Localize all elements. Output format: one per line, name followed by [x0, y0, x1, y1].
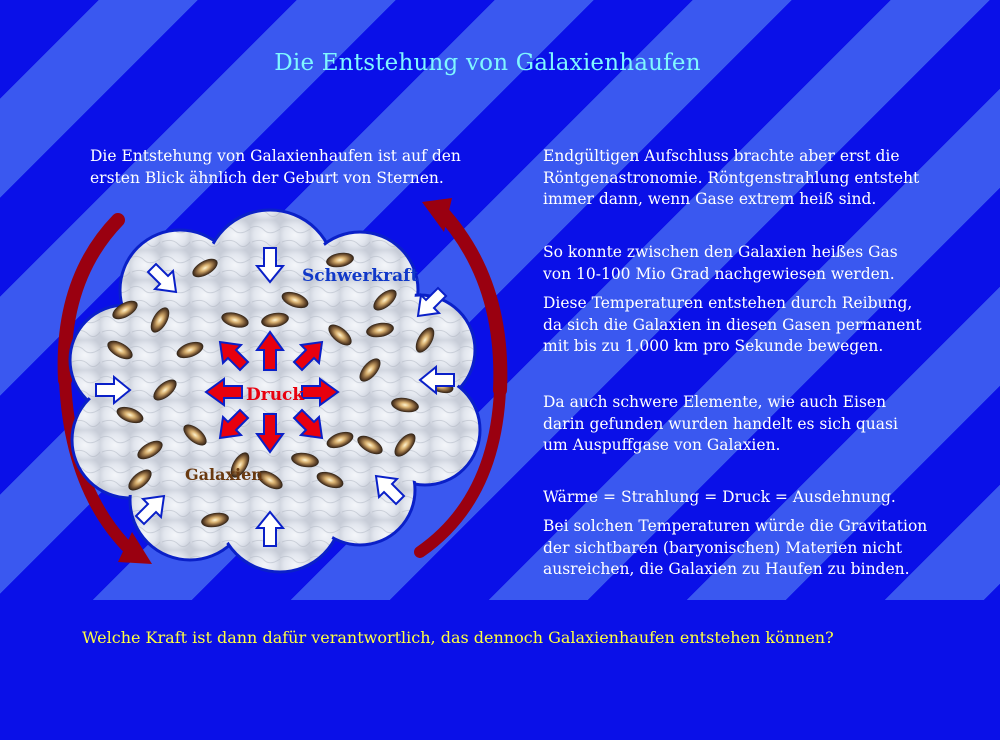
label-galaxies: Galaxien: [185, 465, 263, 484]
label-gravity: Schwerkraft: [302, 266, 419, 286]
intro-text: [90, 146, 461, 189]
galaxy-cluster-diagram: [40, 190, 520, 590]
text-line: Röntgenastronomie. Röntgenstrahlung entsteht: [543, 168, 920, 187]
paragraph-equation: [543, 487, 896, 509]
text-line: der sichtbaren (baryonischen) Materien nicht: [543, 538, 903, 557]
text-line: da sich die Galaxien in diesen Gasen permanent: [543, 315, 922, 334]
paragraph-xray: [543, 146, 919, 211]
intro-line: Die Entstehung von Galaxienhaufen ist auf den: [90, 147, 461, 165]
paragraph-gravitation: [543, 516, 927, 581]
text-line: mit bis zu 1.000 km pro Sekunde bewegen.: [543, 337, 884, 355]
text-line: Wärme = Strahlung = Druck = Ausdehnung.: [543, 488, 896, 506]
text-line: um Auspuffgase von Galaxien.: [543, 436, 781, 454]
background-lower-area: [0, 600, 1000, 740]
closing-question: Welche Kraft ist dann dafür verantwortlich, das dennoch Galaxienhaufen entstehen können?: [82, 628, 834, 647]
text-line: Da auch schwere Elemente, wie auch Eisen: [543, 393, 887, 411]
text-line: immer dann, wenn Gase extrem heiß sind.: [543, 190, 877, 208]
text-line: Endgültigen Aufschluss brachte aber erst die: [543, 147, 900, 165]
text-line: Bei solchen Temperaturen würde die Gravitation: [543, 517, 928, 535]
text-line: von 10-100 Mio Grad nachgewiesen werden.: [543, 264, 895, 283]
text-line: Diese Temperaturen entstehen durch Reibung,: [543, 294, 913, 312]
intro-line: ersten Blick ähnlich der Geburt von Sternen.: [90, 168, 444, 187]
text-line: So konnte zwischen den Galaxien heißes Gas: [543, 243, 898, 261]
paragraph-heavy-elements: [543, 392, 898, 457]
text-line: ausreichen, die Galaxien zu Haufen zu binden.: [543, 560, 910, 578]
slide-title: Die Entstehung von Galaxienhaufen: [274, 50, 701, 76]
paragraph-hot-gas: [543, 242, 898, 285]
label-pressure: Druck: [246, 385, 305, 405]
text-line: darin gefunden wurden handelt es sich quasi: [543, 414, 898, 433]
paragraph-friction: [543, 293, 922, 358]
